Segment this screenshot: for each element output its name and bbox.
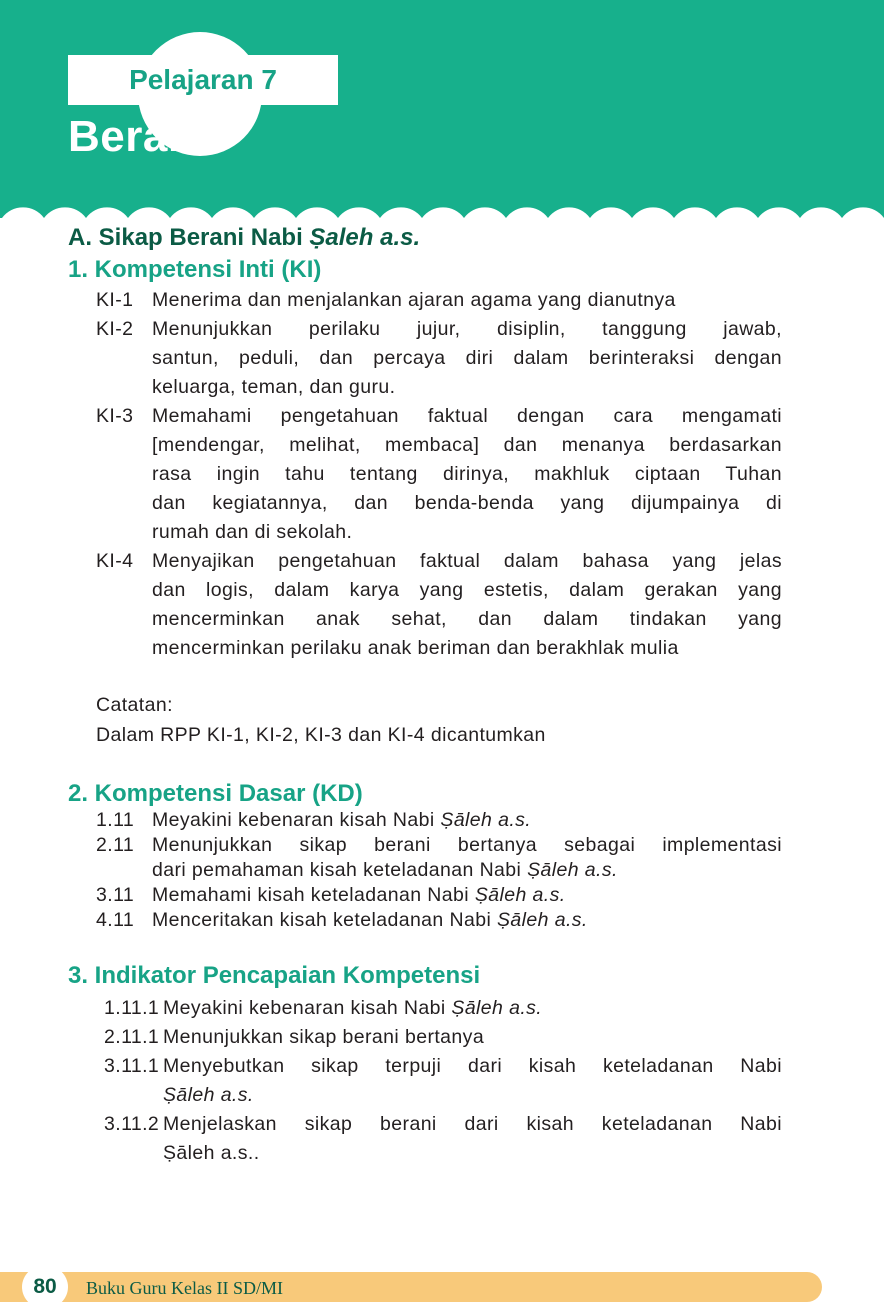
item-text — [163, 1052, 782, 1110]
item-label: KI-1 — [96, 289, 134, 311]
line-text: Menunjukkan sikap berani bertanya sebagai implementasi — [152, 834, 782, 856]
item-text — [163, 1023, 782, 1052]
line-text: dan logis, dalam karya yang estetis, dalam gerakan yang — [152, 579, 782, 601]
ipk-heading: 3. Indikator Pencapaian Kompetensi — [68, 962, 481, 989]
list-item — [96, 286, 782, 315]
line-text: rasa ingin tahu tentang dirinya, makhluk ciptaan Tuhan — [152, 463, 782, 485]
list-item — [96, 547, 782, 663]
item-text — [152, 883, 782, 908]
line-text: Menyajikan pengetahuan faktual dalam bahasa yang jelas — [152, 550, 782, 572]
list-item — [96, 808, 782, 833]
line-text: Meyakini kebenaran kisah Nabi — [152, 809, 441, 831]
text-line — [163, 994, 782, 1023]
text-line — [152, 576, 782, 605]
line-text: Menyebutkan sikap terpuji dari kisah keteladanan Nabi — [163, 1055, 782, 1077]
ki-list — [96, 286, 782, 663]
section-a-title-italic: Ṣaleh a.s. — [309, 224, 421, 251]
text-line — [152, 286, 782, 315]
lesson-label: Pelajaran 7 — [129, 64, 277, 95]
line-italic-text: Ṣāleh a.s. — [440, 809, 532, 831]
line-text: dari pemahaman kisah keteladanan Nabi — [152, 859, 528, 881]
list-item — [96, 402, 782, 547]
text-line — [163, 1052, 782, 1081]
line-text: keluarga, teman, dan guru. — [152, 376, 396, 398]
text-line — [152, 808, 782, 833]
list-item — [96, 833, 782, 883]
line-text: Menunjukkan sikap berani bertanya — [163, 1026, 485, 1048]
line-text: Menerima dan menjalankan ajaran agama yang dianutnya — [152, 289, 676, 311]
line-text: Meyakini kebenaran kisah Nabi — [163, 997, 452, 1019]
item-label: KI-2 — [96, 318, 134, 340]
line-text: rumah dan di sekolah. — [152, 521, 353, 543]
item-label: 2.11 — [96, 834, 135, 856]
item-text — [152, 547, 782, 663]
line-text: santun, peduli, dan percaya diri dalam berinteraksi dengan — [152, 347, 782, 369]
item-text — [152, 286, 782, 315]
item-label: 1.11 — [96, 809, 135, 831]
line-text: Memahami kisah keteladanan Nabi — [152, 884, 475, 906]
line-italic-text: Ṣāleh a.s. — [451, 997, 543, 1019]
footer-book-title: Buku Guru Kelas II SD/MI — [86, 1278, 283, 1298]
line-italic-text: Ṣāleh a.s. — [497, 909, 588, 931]
item-text — [152, 315, 782, 402]
text-line — [163, 1139, 782, 1168]
section-a-title — [68, 224, 420, 252]
item-label: 3.11.1 — [104, 1055, 160, 1077]
list-item — [104, 1110, 782, 1168]
list-item — [96, 883, 782, 908]
line-text: mencerminkan perilaku anak beriman dan berakhlak mulia — [152, 637, 679, 659]
text-line — [152, 858, 782, 883]
line-text: mencerminkan anak sehat, dan dalam tindakan yang — [152, 608, 782, 630]
list-item — [104, 1023, 782, 1052]
list-item — [104, 994, 782, 1023]
text-line — [152, 605, 782, 634]
kd-heading: 2. Kompetensi Dasar (KD) — [68, 780, 363, 807]
list-item — [104, 1052, 782, 1110]
item-text — [163, 994, 782, 1023]
item-text — [163, 1110, 782, 1168]
page-number: 80 — [22, 1265, 68, 1309]
line-text: Menjelaskan sikap berani dari kisah keteladanan Nabi — [163, 1113, 782, 1135]
line-text: Menceritakan kisah keteladanan Nabi — [152, 909, 498, 931]
item-label: 2.11.1 — [104, 1026, 160, 1048]
item-text — [152, 402, 782, 547]
item-label: KI-3 — [96, 405, 134, 427]
text-line — [152, 518, 782, 547]
line-text: Memahami pengetahuan faktual dengan cara mengamati — [152, 405, 782, 427]
line-italic-text: Ṣāleh a.s. — [163, 1084, 254, 1106]
kd-list — [96, 808, 782, 933]
header-band-shape — [0, 0, 884, 218]
note-text: Dalam RPP KI-1, KI-2, KI-3 dan KI-4 dicantumkan — [96, 724, 546, 746]
line-italic-text: Ṣāleh a.s. — [527, 859, 618, 881]
item-label: 3.11 — [96, 884, 135, 906]
list-item — [96, 315, 782, 402]
ki-heading: 1. Kompetensi Inti (KI) — [68, 256, 322, 283]
item-text — [152, 908, 782, 933]
text-line — [152, 908, 782, 933]
item-label: KI-4 — [96, 550, 134, 572]
text-line — [152, 344, 782, 373]
text-line — [152, 315, 782, 344]
line-text: dan kegiatannya, dan benda-benda yang dijumpainya di — [152, 492, 782, 514]
ipk-list — [104, 994, 782, 1168]
item-label: 3.11.2 — [104, 1113, 160, 1135]
lesson-title: Berani — [68, 112, 208, 161]
item-text — [152, 833, 782, 883]
text-line — [163, 1023, 782, 1052]
text-line — [152, 402, 782, 431]
item-label: 4.11 — [96, 909, 135, 931]
text-line — [163, 1081, 782, 1110]
text-line — [152, 489, 782, 518]
line-text: Ṣāleh a.s.. — [163, 1142, 260, 1164]
line-text: [mendengar, melihat, membaca] dan menanya berdasarkan — [152, 434, 782, 456]
text-line — [152, 883, 782, 908]
list-item — [96, 908, 782, 933]
item-label: 1.11.1 — [104, 997, 160, 1019]
text-line — [152, 547, 782, 576]
text-line — [152, 373, 782, 402]
text-line — [152, 634, 782, 663]
text-line — [163, 1110, 782, 1139]
line-text: Menunjukkan perilaku jujur, disiplin, tanggung jawab, — [152, 318, 782, 340]
section-a-title-text: A. Sikap Berani Nabi — [68, 224, 310, 251]
text-line — [152, 833, 782, 858]
text-line — [152, 460, 782, 489]
text-line — [152, 431, 782, 460]
line-italic-text: Ṣāleh a.s. — [474, 884, 566, 906]
note-label: Catatan: — [96, 694, 173, 716]
item-text — [152, 808, 782, 833]
